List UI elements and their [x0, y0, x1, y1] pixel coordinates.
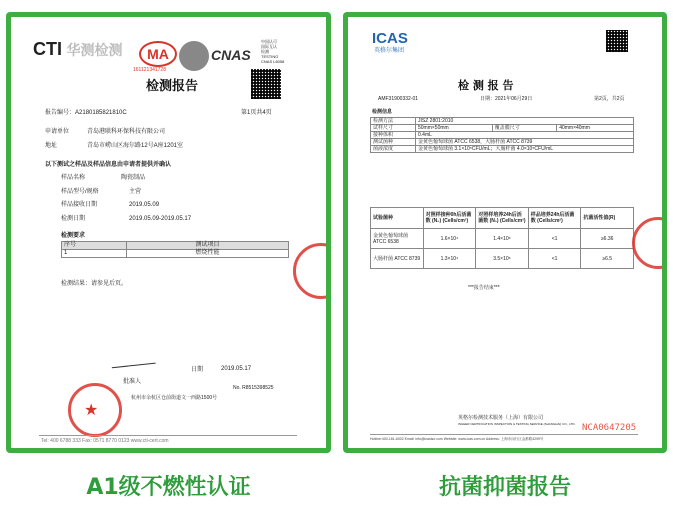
- qr-code-icon: [251, 69, 281, 99]
- table-cell: 0.4mL: [416, 132, 634, 139]
- table-cell: 试样尺寸: [371, 125, 416, 132]
- table-header-row: [62, 242, 289, 250]
- left-address-value: 青岛市崂山区海尔路12号A座1201室: [87, 143, 184, 149]
- left-applicant-label: 申请单位: [45, 129, 70, 135]
- icas-logo-cn: 英格尔集团: [374, 48, 405, 54]
- test-date-value: 2019.05.09-2019.05.17: [129, 216, 192, 222]
- result-table: [370, 207, 634, 269]
- cnas-sub: 中国认可 国际互认 检测 TESTING CNAS L6058: [261, 39, 285, 64]
- table-cell: <1: [528, 249, 581, 269]
- date-label: 日期: [191, 367, 204, 373]
- info-table: [370, 117, 634, 153]
- table-header-cell: 序号: [62, 242, 127, 250]
- table-cell: 菌液浓度: [371, 146, 416, 153]
- cti-logo: [33, 39, 122, 60]
- left-serial: No. R8515398525: [233, 385, 274, 391]
- right-company: 英格尔检测技术服务（上海）有限公司: [458, 415, 544, 421]
- table-row: [371, 139, 634, 146]
- left-caption: A1级不燃性认证: [86, 475, 251, 500]
- signer-title: 批准人: [123, 379, 142, 385]
- left-report-paper: [11, 17, 326, 448]
- signature: [110, 349, 155, 369]
- ma-badge: [139, 41, 177, 67]
- table-cell: 金黄色葡萄球菌 ATCC 6538: [371, 229, 424, 249]
- edge-seal: [632, 217, 662, 269]
- table-cell: 测试菌种: [371, 139, 416, 146]
- table-cell: 金黄色葡萄球菌 ATCC 6538，大肠杆菌 ATCC 8739: [416, 139, 634, 146]
- seal-star-icon: ★: [84, 402, 99, 419]
- table-header-row: [371, 208, 634, 229]
- left-footer-tel: Tel: 400 6788 333 Fax: 0571 8770 0123 www.cti-cert.com: [41, 438, 169, 444]
- sample-name-label: 样品名称: [61, 175, 86, 181]
- footer-divider: [370, 434, 638, 435]
- table-cell: 1.6×10⁴: [423, 229, 476, 249]
- left-report-no: 报告编号：A2180185821810C: [45, 110, 127, 116]
- table-row: [371, 132, 634, 139]
- footer-divider: [39, 435, 297, 436]
- table-cell: 覆盖膜尺寸: [492, 125, 556, 132]
- qr-code-icon: [606, 30, 628, 52]
- table-header-cell: 对照样接种0h后活菌数 (N₀) (Cells/cm²): [423, 208, 476, 229]
- left-applicant-value: 青岛港联科环保科技有限公司: [87, 129, 166, 135]
- table-cell: 1.4×10⁶: [476, 229, 529, 249]
- table-cell: 3.5×10⁶: [476, 249, 529, 269]
- left-title: 检测报告: [146, 79, 199, 94]
- date-value: 2019.05.17: [221, 366, 252, 372]
- sample-name-value: 陶瓷制品: [121, 175, 146, 181]
- right-serial: NCA0647205: [582, 423, 637, 433]
- right-footer: Hotline:400-161-6002 Email: info@icasiso.com Website: www.icas.com.cn Address: 上海市闵行区金都路4299号: [370, 437, 544, 441]
- table-header-cell: 对照样培养24h后活菌数 (N₁) (Cells/cm²): [476, 208, 529, 229]
- table-cell: ≥6.36: [581, 229, 634, 249]
- sample-model-value: 主营: [129, 189, 142, 195]
- table-row: [371, 229, 634, 249]
- table-cell: 1: [62, 250, 127, 258]
- table-cell: 50mm×50mm: [416, 125, 493, 132]
- table-header-cell: 测试项目: [127, 242, 289, 250]
- right-report-no: AMF31900332-01: [378, 96, 419, 102]
- table-cell: JISZ 2801:2010: [416, 118, 634, 125]
- edge-seal: [293, 243, 326, 299]
- table-cell: 金黄色葡萄球菌 3.1×10⁵CFU/mL；大肠杆菌 4.0×10⁵CFU/mL: [416, 146, 634, 153]
- ma-number: 161121341728: [133, 67, 166, 73]
- table-row: [371, 249, 634, 269]
- sample-received-label: 样品接收日期: [61, 202, 98, 208]
- table-row: [371, 146, 634, 153]
- table-cell: 大肠杆菌 ATCC 8739: [371, 249, 424, 269]
- table-header-cell: 样品培养24h后活菌数 (Cells/cm²): [528, 208, 581, 229]
- left-conclusion: 检测结果：请参见后页。: [61, 281, 128, 287]
- left-footer-addr: 杭州市余杭区仓前街道文一西路1500号: [131, 395, 218, 401]
- table-cell: ≥6.5: [581, 249, 634, 269]
- table-row: [62, 250, 289, 258]
- left-address-label: 地址: [45, 143, 58, 149]
- info-head: 检测信息: [372, 109, 393, 115]
- left-test-table: [61, 241, 289, 258]
- cti-brand-cn: 华测检测: [66, 43, 123, 59]
- table-row: [371, 118, 634, 125]
- right-company-en: INGEER CERTIFICATION INSPECTION & TESTING SERVICE (SHANGHAI) CO., LTD.: [458, 422, 576, 426]
- right-title: 检 测 报 告: [458, 79, 514, 92]
- ilac-mra-icon: [179, 41, 209, 71]
- cnas-logo: CNAS: [211, 47, 251, 63]
- cti-brand: CTI: [33, 39, 62, 59]
- table-cell: <1: [528, 229, 581, 249]
- right-date: 日期：2021年06月29日: [480, 96, 533, 102]
- table-cell: 燃烧性能: [127, 250, 289, 258]
- right-page: 第2页，共2页: [594, 96, 625, 102]
- table-row: [371, 125, 634, 132]
- table-cell: 接种体积: [371, 132, 416, 139]
- ma-text: MA: [147, 46, 169, 62]
- table-cell: 1.3×10⁴: [423, 249, 476, 269]
- test-date-label: 检测日期: [61, 216, 86, 222]
- sample-model-label: 样品型号/规格: [61, 189, 99, 195]
- right-report-paper: [348, 17, 662, 448]
- sample-received-value: 2019.05.09: [129, 202, 160, 208]
- table-cell: 检测方法: [371, 118, 416, 125]
- right-caption: 抗菌抑菌报告: [438, 475, 571, 500]
- table-header-cell: 试验菌种: [371, 208, 424, 229]
- left-page: 第1页共4页: [241, 110, 272, 116]
- left-note-head: 以下测试之样品及样品信息由申请者提供并确认: [45, 162, 172, 168]
- end-text: ***报告结束***: [468, 285, 500, 291]
- table-header-cell: 抗菌活性值(R): [581, 208, 634, 229]
- req-head: 检测要求: [61, 233, 86, 239]
- table-cell: 40mm×40mm: [557, 125, 634, 132]
- icas-logo: ICAS: [372, 30, 408, 47]
